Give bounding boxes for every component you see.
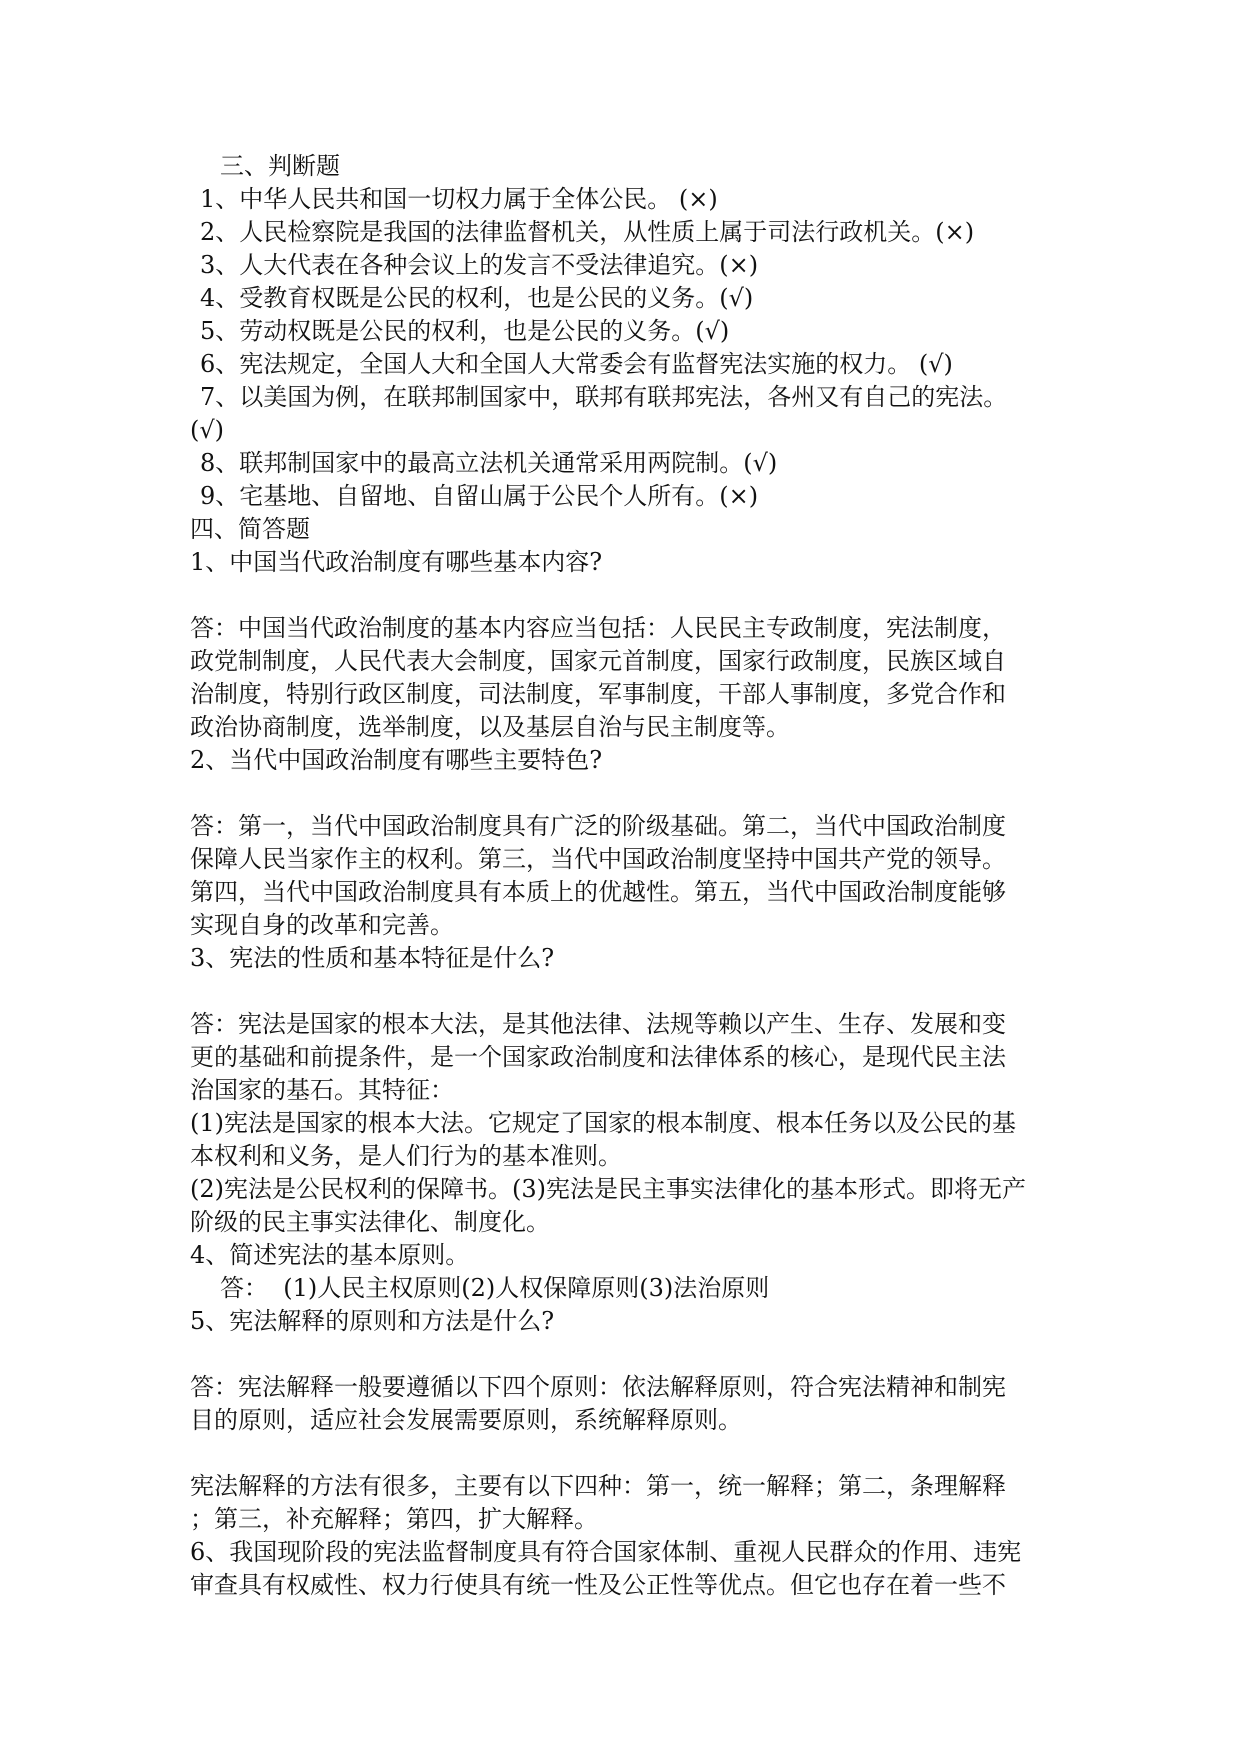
section-3-title: 三、判断题 <box>220 152 340 180</box>
section-4-title: 四、简答题 <box>190 515 310 543</box>
question-2: 2、当代中国政治制度有哪些主要特色? <box>190 746 603 774</box>
judgment-item-5: 5、劳动权既是公民的权利，也是公民的义务。(√) <box>200 317 730 345</box>
answer-3-line: 本权利和义务，是人们行为的基本准则。 <box>190 1142 622 1170</box>
question-4: 4、简述宪法的基本原则。 <box>190 1241 470 1269</box>
question-3: 3、宪法的性质和基本特征是什么? <box>190 944 555 972</box>
blank-line <box>190 1338 1070 1371</box>
judgment-item-8: 8、联邦制国家中的最高立法机关通常采用两院制。(√) <box>200 449 778 477</box>
answer-3-line: 阶级的民主事实法律化、制度化。 <box>190 1208 550 1236</box>
answer-5-line: 答：宪法解释一般要遵循以下四个原则：依法解释原则，符合宪法精神和制宪 <box>190 1373 1006 1401</box>
answer-2-line: 保障人民当家作主的权利。第三，当代中国政治制度坚持中国共产党的领导。 <box>190 845 1006 873</box>
question-1: 1、中国当代政治制度有哪些基本内容? <box>190 548 603 576</box>
document-body <box>190 150 1070 1602</box>
judgment-item-3: 3、人大代表在各种会议上的发言不受法律追究。(×) <box>200 251 759 279</box>
blank-line <box>190 579 1070 612</box>
judgment-item-9: 9、宅基地、自留地、自留山属于公民个人所有。(×) <box>200 482 759 510</box>
answer-5-line: ；第三，补充解释；第四，扩大解释。 <box>190 1505 598 1533</box>
judgment-item-4: 4、受教育权既是公民的权利，也是公民的义务。(√) <box>200 284 754 312</box>
answer-3-line: 答：宪法是国家的根本大法，是其他法律、法规等赖以产生、生存、发展和变 <box>190 1010 1006 1038</box>
judgment-item-7-answer: (√) <box>190 416 225 444</box>
answer-3-line: (1)宪法是国家的根本大法。它规定了国家的根本制度、根本任务以及公民的基 <box>190 1109 1016 1137</box>
blank-line <box>190 777 1070 810</box>
answer-2-line: 第四，当代中国政治制度具有本质上的优越性。第五，当代中国政治制度能够 <box>190 878 1006 906</box>
judgment-item-6: 6、宪法规定，全国人大和全国人大常委会有监督宪法实施的权力。 (√) <box>200 350 953 378</box>
answer-4: 答： (1)人民主权原则(2)人权保障原则(3)法治原则 <box>220 1274 770 1302</box>
question-6-line: 审查具有权威性、权力行使具有统一性及公正性等优点。但它也存在着一些不 <box>190 1571 1006 1599</box>
answer-2-line: 实现自身的改革和完善。 <box>190 911 454 939</box>
answer-5-line: 宪法解释的方法有很多，主要有以下四种：第一，统一解释；第二，条理解释 <box>190 1472 1006 1500</box>
answer-1-line: 治制度，特别行政区制度，司法制度，军事制度，干部人事制度，多党合作和 <box>190 680 1006 708</box>
blank-line <box>190 975 1070 1008</box>
answer-2-line: 答：第一，当代中国政治制度具有广泛的阶级基础。第二，当代中国政治制度 <box>190 812 1006 840</box>
answer-1-line: 政治协商制度，选举制度，以及基层自治与民主制度等。 <box>190 713 790 741</box>
judgment-item-2: 2、人民检察院是我国的法律监督机关，从性质上属于司法行政机关。(×) <box>200 218 975 246</box>
question-5: 5、宪法解释的原则和方法是什么? <box>190 1307 555 1335</box>
answer-3-line: 治国家的基石。其特征： <box>190 1076 454 1104</box>
answer-3-line: 更的基础和前提条件，是一个国家政治制度和法律体系的核心，是现代民主法 <box>190 1043 1006 1071</box>
answer-1-line: 答：中国当代政治制度的基本内容应当包括：人民民主专政制度，宪法制度， <box>190 614 1006 642</box>
judgment-item-7: 7、以美国为例，在联邦制国家中，联邦有联邦宪法，各州又有自己的宪法。 <box>200 383 1008 411</box>
answer-3-line: (2)宪法是公民权利的保障书。(3)宪法是民主事实法律化的基本形式。即将无产 <box>190 1175 1026 1203</box>
answer-5-line: 目的原则，适应社会发展需要原则，系统解释原则。 <box>190 1406 742 1434</box>
question-6-line: 6、我国现阶段的宪法监督制度具有符合国家体制、重视人民群众的作用、违宪 <box>190 1538 1022 1566</box>
answer-1-line: 政党制制度，人民代表大会制度，国家元首制度，国家行政制度，民族区域自 <box>190 647 1006 675</box>
judgment-item-1: 1、中华人民共和国一切权力属于全体公民。 (×) <box>200 185 718 213</box>
blank-line <box>190 1437 1070 1470</box>
